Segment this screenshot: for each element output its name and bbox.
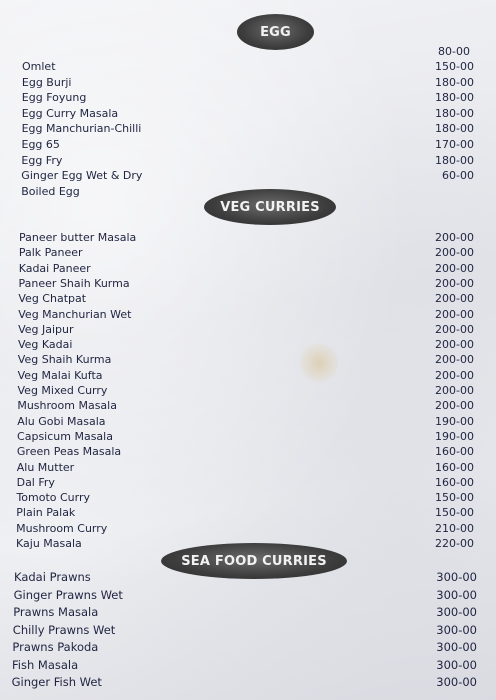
menu-item-name: Prawns Masala [13, 605, 99, 619]
menu-item-name: Alu Gobi Masala [17, 414, 106, 428]
menu-item-price: 300-00 [436, 570, 477, 584]
menu-item-price: 200-00 [435, 353, 474, 367]
menu-item-price: 300-00 [436, 587, 477, 602]
menu-item-name: Kaju Masala [16, 537, 82, 550]
menu-item-row [0, 74, 496, 91]
egg-section-heading [237, 14, 314, 50]
menu-item-price: 200-00 [435, 384, 474, 397]
menu-item-name: Ginger Egg Wet & Dry [21, 169, 143, 183]
menu-item-name: Paneer Shaih Kurma [18, 276, 130, 290]
menu-item-row [0, 639, 496, 656]
menu-item-price: 220-00 [435, 537, 474, 550]
menu-item-price: 200-00 [435, 338, 474, 352]
menu-item-name: Veg Malai Kufta [17, 368, 103, 382]
menu-item-price: 300-00 [436, 622, 477, 637]
menu-item-price: 210-00 [435, 521, 474, 535]
menu-item-name: Veg Mixed Curry [17, 384, 108, 397]
menu-item-price: 200-00 [435, 261, 474, 275]
menu-item-price: 200-00 [435, 368, 474, 382]
menu-item-name: Palk Paneer [18, 246, 83, 260]
menu-item-name: Capsicum Masala [17, 429, 113, 443]
menu-item-row [0, 674, 496, 691]
menu-item-price: 190-00 [435, 429, 474, 443]
menu-item-name: Ginger Prawns Wet [13, 587, 123, 602]
menu-item-price: 200-00 [435, 276, 474, 290]
menu-item-price: 180-00 [435, 153, 474, 167]
menu-item-name: Kadai Prawns [14, 570, 91, 584]
menu-item-price: 200-00 [435, 292, 474, 306]
menu-item-name: Dal Fry [16, 475, 55, 489]
menu-item-price: 150-00 [435, 60, 474, 73]
menu-item-price: 200-00 [435, 246, 474, 260]
egg-top-price: 80-00 [438, 45, 470, 58]
veg-curries-section-title: VEG CURRIES [220, 199, 320, 215]
menu-item-name: Veg Kadai [17, 338, 73, 352]
menu-item-price: 160-00 [435, 460, 474, 474]
menu-item-price: 180-00 [435, 106, 474, 120]
menu-item-name: Plain Palak [16, 506, 76, 520]
menu-item-name: Boiled Egg [21, 184, 80, 198]
menu-item-row [0, 58, 496, 75]
menu-item-name: Green Peas Masala [16, 445, 122, 459]
menu-item-price: 160-00 [435, 445, 474, 459]
menu-item-name: Veg Jaipur [18, 322, 74, 336]
menu-item-price: 170-00 [435, 138, 474, 151]
menu-item-name: Veg Manchurian Wet [18, 307, 132, 321]
menu-item-price: 180-00 [435, 122, 474, 136]
menu-item-name: Ginger Fish Wet [11, 675, 102, 689]
menu-item-row [0, 604, 496, 621]
menu-item-price: 300-00 [436, 605, 477, 619]
menu-item-name: Egg Curry Masala [21, 106, 119, 120]
menu-item-row [0, 120, 496, 137]
menu-item-name: Alu Mutter [16, 460, 75, 474]
menu-item-price: 200-00 [435, 322, 474, 336]
menu-item-row [0, 167, 496, 184]
menu-item-price: 150-00 [435, 491, 474, 505]
menu-item-price: 160-00 [435, 475, 474, 489]
menu-item-name: Paneer butter Masala [19, 231, 137, 244]
menu-item-row [0, 105, 496, 122]
menu-item-price: 150-00 [435, 506, 474, 520]
menu-item-name: Egg Burji [21, 75, 72, 89]
menu-item-price: 180-00 [435, 75, 474, 89]
menu-item-price: 200-00 [435, 399, 474, 413]
menu-item-name: Tomoto Curry [16, 491, 91, 505]
menu-item-name: Chilly Prawns Wet [12, 622, 116, 637]
menu-item-price: 190-00 [435, 414, 474, 428]
menu-item-row [0, 136, 496, 153]
menu-item-row [0, 622, 496, 639]
menu-item-price: 300-00 [436, 675, 477, 689]
menu-item-name: Veg Chatpat [18, 292, 87, 306]
menu-item-row [0, 587, 496, 604]
menu-item-name: Egg Fry [21, 153, 63, 167]
menu-item-name: Prawns Pakoda [12, 640, 99, 654]
menu-item-name: Omlet [22, 60, 56, 73]
sea-food-section-title: SEA FOOD CURRIES [181, 553, 327, 569]
menu-item-price: 180-00 [435, 91, 474, 105]
menu-item-name: Kadai Paneer [18, 261, 91, 275]
menu-item-price: 200-00 [435, 307, 474, 321]
menu-item-name: Egg Manchurian-Chilli [21, 122, 142, 136]
menu-item-price: 60-00 [442, 169, 474, 183]
menu-item-row [0, 152, 496, 169]
egg-section-title: EGG [260, 24, 291, 40]
menu-item-name: Mushroom Curry [16, 521, 108, 535]
menu-item-name: Veg Shaih Kurma [17, 353, 112, 367]
menu-item-name: Fish Masala [12, 657, 79, 672]
menu-item-price: 200-00 [435, 231, 474, 244]
menu-item-row [0, 569, 496, 586]
menu-item-price: 300-00 [436, 657, 477, 672]
menu-item-name: Egg 65 [21, 138, 60, 151]
menu-item-name: Mushroom Masala [17, 399, 117, 413]
menu-item-row [0, 89, 496, 106]
menu-item-name: Egg Foyung [21, 91, 87, 105]
menu-item-row [0, 657, 496, 674]
menu-item-price: 300-00 [436, 640, 477, 654]
veg-curries-section-heading [204, 189, 336, 225]
